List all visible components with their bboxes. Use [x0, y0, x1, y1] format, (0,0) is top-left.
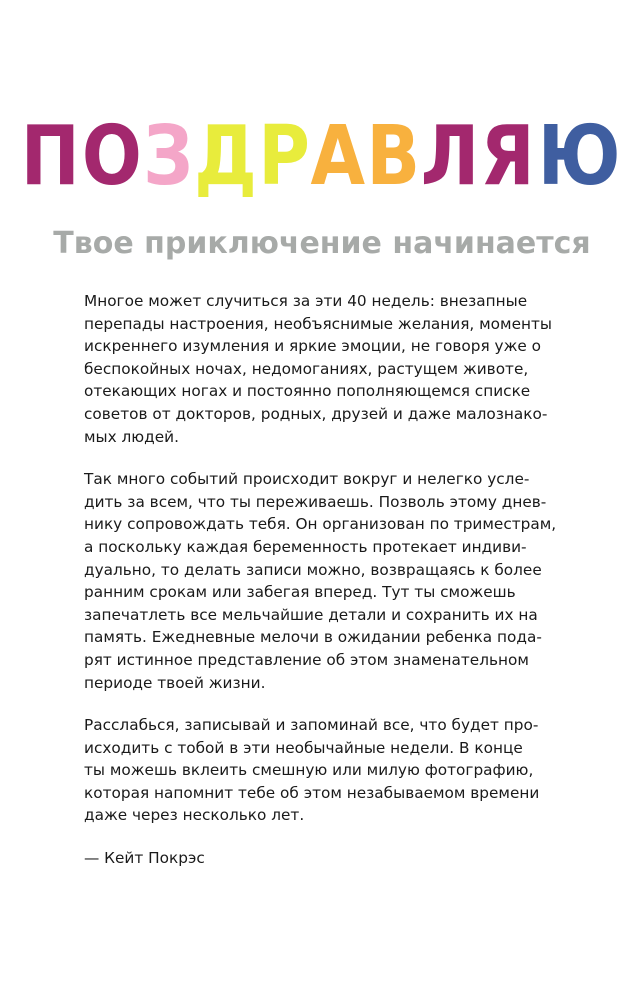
text-line: рят истинное представление об этом знаменательном [84, 650, 529, 669]
text-line: советов от докторов, родных, друзей и даже малознако- [84, 404, 548, 423]
title-letter: А [310, 109, 366, 204]
text-line: нику сопровождать тебя. Он организован по триместрам, [84, 515, 557, 534]
text-line: перепады настроения, необъяснимые желания, моменты [84, 314, 552, 333]
text-line: память. Ежедневные мелочи в ожидании ребенка пода- [84, 628, 542, 647]
text-line: а поскольку каждая беременность протекает индиви- [84, 537, 527, 556]
title-letter: Р [258, 109, 310, 204]
text-line: даже через несколько лет. [84, 806, 305, 825]
text-line: Так много событий происходит вокруг и нелегко усле- [84, 470, 530, 489]
paragraph-1 [84, 290, 564, 448]
text-line: искреннего изумления и яркие эмоции, не говоря уже о [84, 337, 542, 356]
title-letter: О [81, 109, 142, 204]
text-line: ты можешь вклеить смешную или милую фотографию, [84, 761, 534, 780]
page-title [0, 109, 644, 204]
text-line: Расслабься, записывай и запоминай все, что будет про- [84, 716, 539, 735]
text-line: Многое может случиться за эти 40 недель: внезапные [84, 292, 528, 310]
page-subtitle: Твое приключение начинается [53, 226, 591, 261]
title-letter: Я [480, 109, 535, 204]
text-line: отекающих ногах и постоянно пополняющемся списке [84, 382, 531, 401]
text-line: запечатлеть все мельчайшие детали и сохранить их на [84, 605, 538, 624]
paragraph-2 [84, 468, 564, 694]
text-line: дуально, то делать записи можно, возвращаясь к более [84, 560, 542, 579]
signature: — Кейт Покрэс [84, 849, 205, 868]
title-letter: Ю [538, 109, 621, 204]
title-letter: Д [194, 109, 257, 204]
text-line: исходить с тобой в эти необычайные недели. В конце [84, 738, 523, 757]
text-line: которая напомнит тебе об этом незабываемом времени [84, 783, 540, 802]
paragraph-3 [84, 714, 564, 827]
title-letter: В [365, 109, 420, 204]
body-text [84, 290, 564, 870]
text-line: периоде твоей жизни. [84, 673, 266, 692]
text-line: ранним срокам или забегая вперед. Тут ты сможешь [84, 583, 516, 602]
title-letter: Л [420, 109, 480, 204]
title-letter: З [142, 109, 193, 204]
title-letter: П [21, 109, 81, 204]
text-line: беспокойных ночах, недомоганиях, растущем животе, [84, 359, 529, 378]
text-line: дить за всем, что ты переживаешь. Позволь этому днев- [84, 492, 547, 511]
text-line: мых людей. [84, 427, 179, 446]
